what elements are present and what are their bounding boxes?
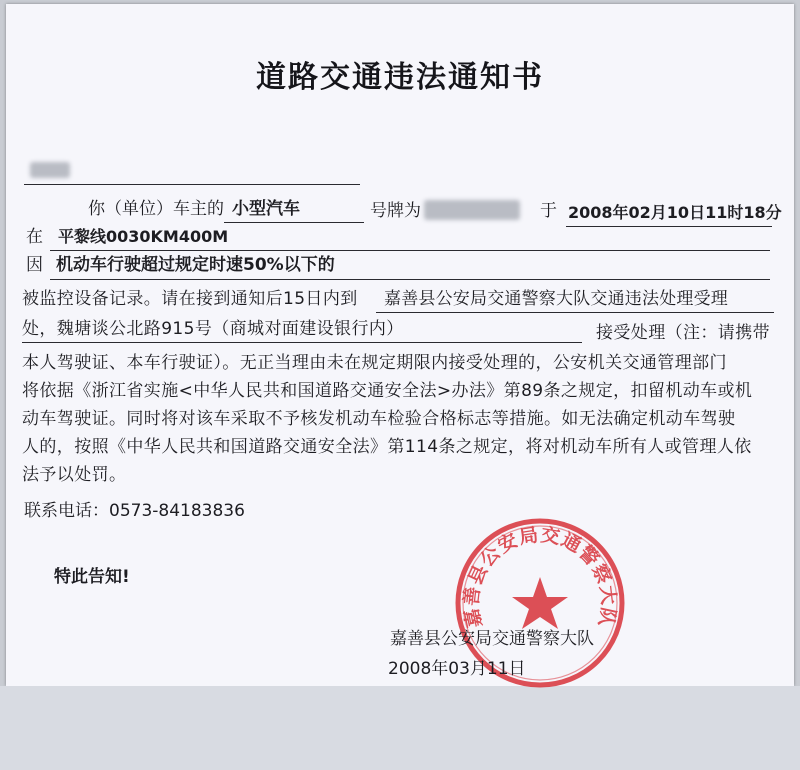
body-line: 法予以处罚。	[22, 465, 127, 485]
in-label: 在	[26, 227, 43, 247]
datetime-line	[566, 226, 772, 227]
violation-datetime: 2008年02月10日11时18分	[568, 203, 782, 222]
office-address: 处，魏塘谈公北路915号（商城对面建设银行内）	[22, 319, 404, 339]
owner-name-line	[24, 184, 360, 185]
address-line	[22, 342, 582, 343]
redacted-owner-name	[30, 162, 70, 178]
vehicle-type: 小型汽车	[232, 199, 300, 219]
plate-label: 号牌为	[370, 201, 421, 221]
closing-text: 特此告知!	[54, 567, 130, 587]
violation-location: 平黎线0030KM400M	[58, 227, 229, 246]
issuing-authority: 嘉善县公安局交通警察大队	[390, 629, 594, 649]
notice-title: 道路交通违法通知书	[256, 60, 544, 95]
body-line: 本人驾驶证、本车行驶证）。无正当理由未在规定期限内接受处理的，公安机关交通管理部门	[22, 353, 727, 373]
notice-body	[22, 352, 782, 492]
body-line: 人的，按照《中华人民共和国道路交通安全法》第114条之规定，将对机动车所有人或管理人依	[22, 437, 752, 457]
because-label: 因	[26, 255, 43, 275]
contact-phone: 联系电话：0573-84183836	[24, 501, 245, 521]
owner-prefix: 你（单位）车主的	[88, 199, 224, 219]
redacted-plate-number	[424, 200, 520, 220]
issue-date: 2008年03月11日	[388, 659, 526, 679]
location-line	[50, 250, 770, 251]
body-line: 动车驾驶证。同时将对该车采取不予核发机动车检验合格标志等措施。如无法确定机动车驾驶	[22, 409, 736, 429]
seal-text: 嘉善县公安局交通警察大队	[460, 523, 620, 630]
vehicle-type-line	[224, 222, 364, 223]
paragraph-suffix: 接受处理（注：请携带	[596, 323, 770, 343]
paper-fold-area	[0, 686, 800, 770]
paragraph-prefix: 被监控设备记录。请在接到通知后15日内到	[22, 289, 358, 309]
violation-description: 机动车行驶超过规定时速50%以下的	[56, 255, 335, 275]
violation-line	[50, 279, 770, 280]
body-line: 将依据《浙江省实施<中华人民共和国道路交通安全法>办法》第89条之规定，扣留机动车或机	[22, 381, 753, 401]
at-label: 于	[540, 201, 557, 221]
processing-office: 嘉善县公安局交通警察大队交通违法处理受理	[384, 289, 728, 309]
office-line	[376, 312, 774, 313]
